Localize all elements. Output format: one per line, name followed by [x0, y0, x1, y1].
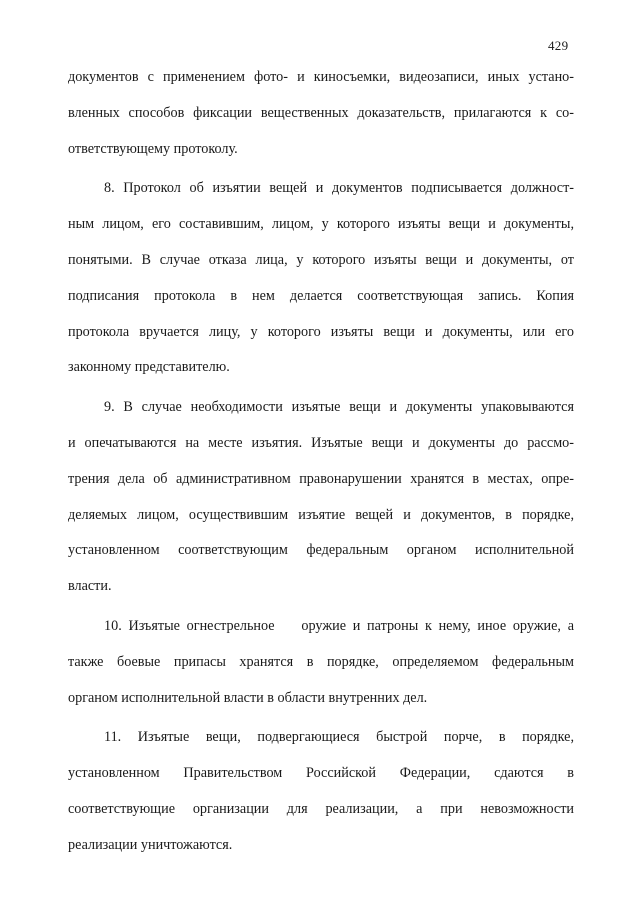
text-line: трения дела об административном правонарушении хранятся в местах, опре- [68, 470, 574, 487]
text-line: ответствующему протоколу. [68, 140, 238, 157]
text-line: протокола вручается лицу, у которого изъяты вещи и документы, или его [68, 323, 574, 340]
text-line: соответствующие организации для реализации, а при невозможности [68, 800, 574, 817]
paragraph-continuation [68, 60, 574, 167]
text-line: подписания протокола в нем делается соответствующая запись. Копия [68, 287, 574, 304]
text-line: понятыми. В случае отказа лица, у которого изъяты вещи и документы, от [68, 251, 574, 268]
document-body [68, 60, 574, 864]
paragraph-item-11 [68, 720, 574, 863]
text-line: документов с применением фото- и киносъемки, видеозаписи, иных устано- [68, 69, 574, 85]
text-line: и опечатываются на месте изъятия. Изъятые вещи и документы до рассмо- [68, 434, 574, 451]
paragraph-item-10 [68, 609, 574, 716]
text-line: органом исполнительной власти в области внутренних дел. [68, 689, 428, 706]
text-line: ным лицом, его составившим, лицом, у которого изъяты вещи и документы, [68, 216, 574, 233]
text-line: также боевые припасы хранятся в порядке, определяемом федеральным [68, 653, 574, 670]
text-line: 8. Протокол об изъятии вещей и документов подписывается должност- [104, 180, 574, 197]
text-line: 11. Изъятые вещи, подвергающиеся быстрой порче, в порядке, [104, 729, 574, 746]
text-line: 9. В случае необходимости изъятые вещи и документы упаковываются [104, 399, 574, 416]
paragraph-item-9 [68, 390, 574, 605]
text-line: реализации уничтожаются. [68, 836, 233, 853]
text-line: законному представителю. [68, 359, 230, 376]
text-line: вленных способов фиксации вещественных доказательств, прилагаются к со- [68, 104, 574, 121]
paragraph-item-8 [68, 171, 574, 386]
text-line: власти. [68, 578, 112, 595]
page-number: 429 [548, 38, 569, 53]
text-line: установленном Правительством Российской Федерации, сдаются в [68, 765, 574, 782]
text-line: установленном соответствующим федеральным органом исполнительной [68, 542, 574, 559]
text-line: 10. Изъятые огнестрельное оружие и патроны к нему, иное оружие, а [104, 617, 574, 634]
text-line: деляемых лицом, осуществившим изъятие вещей и документов, в порядке, [68, 506, 574, 523]
